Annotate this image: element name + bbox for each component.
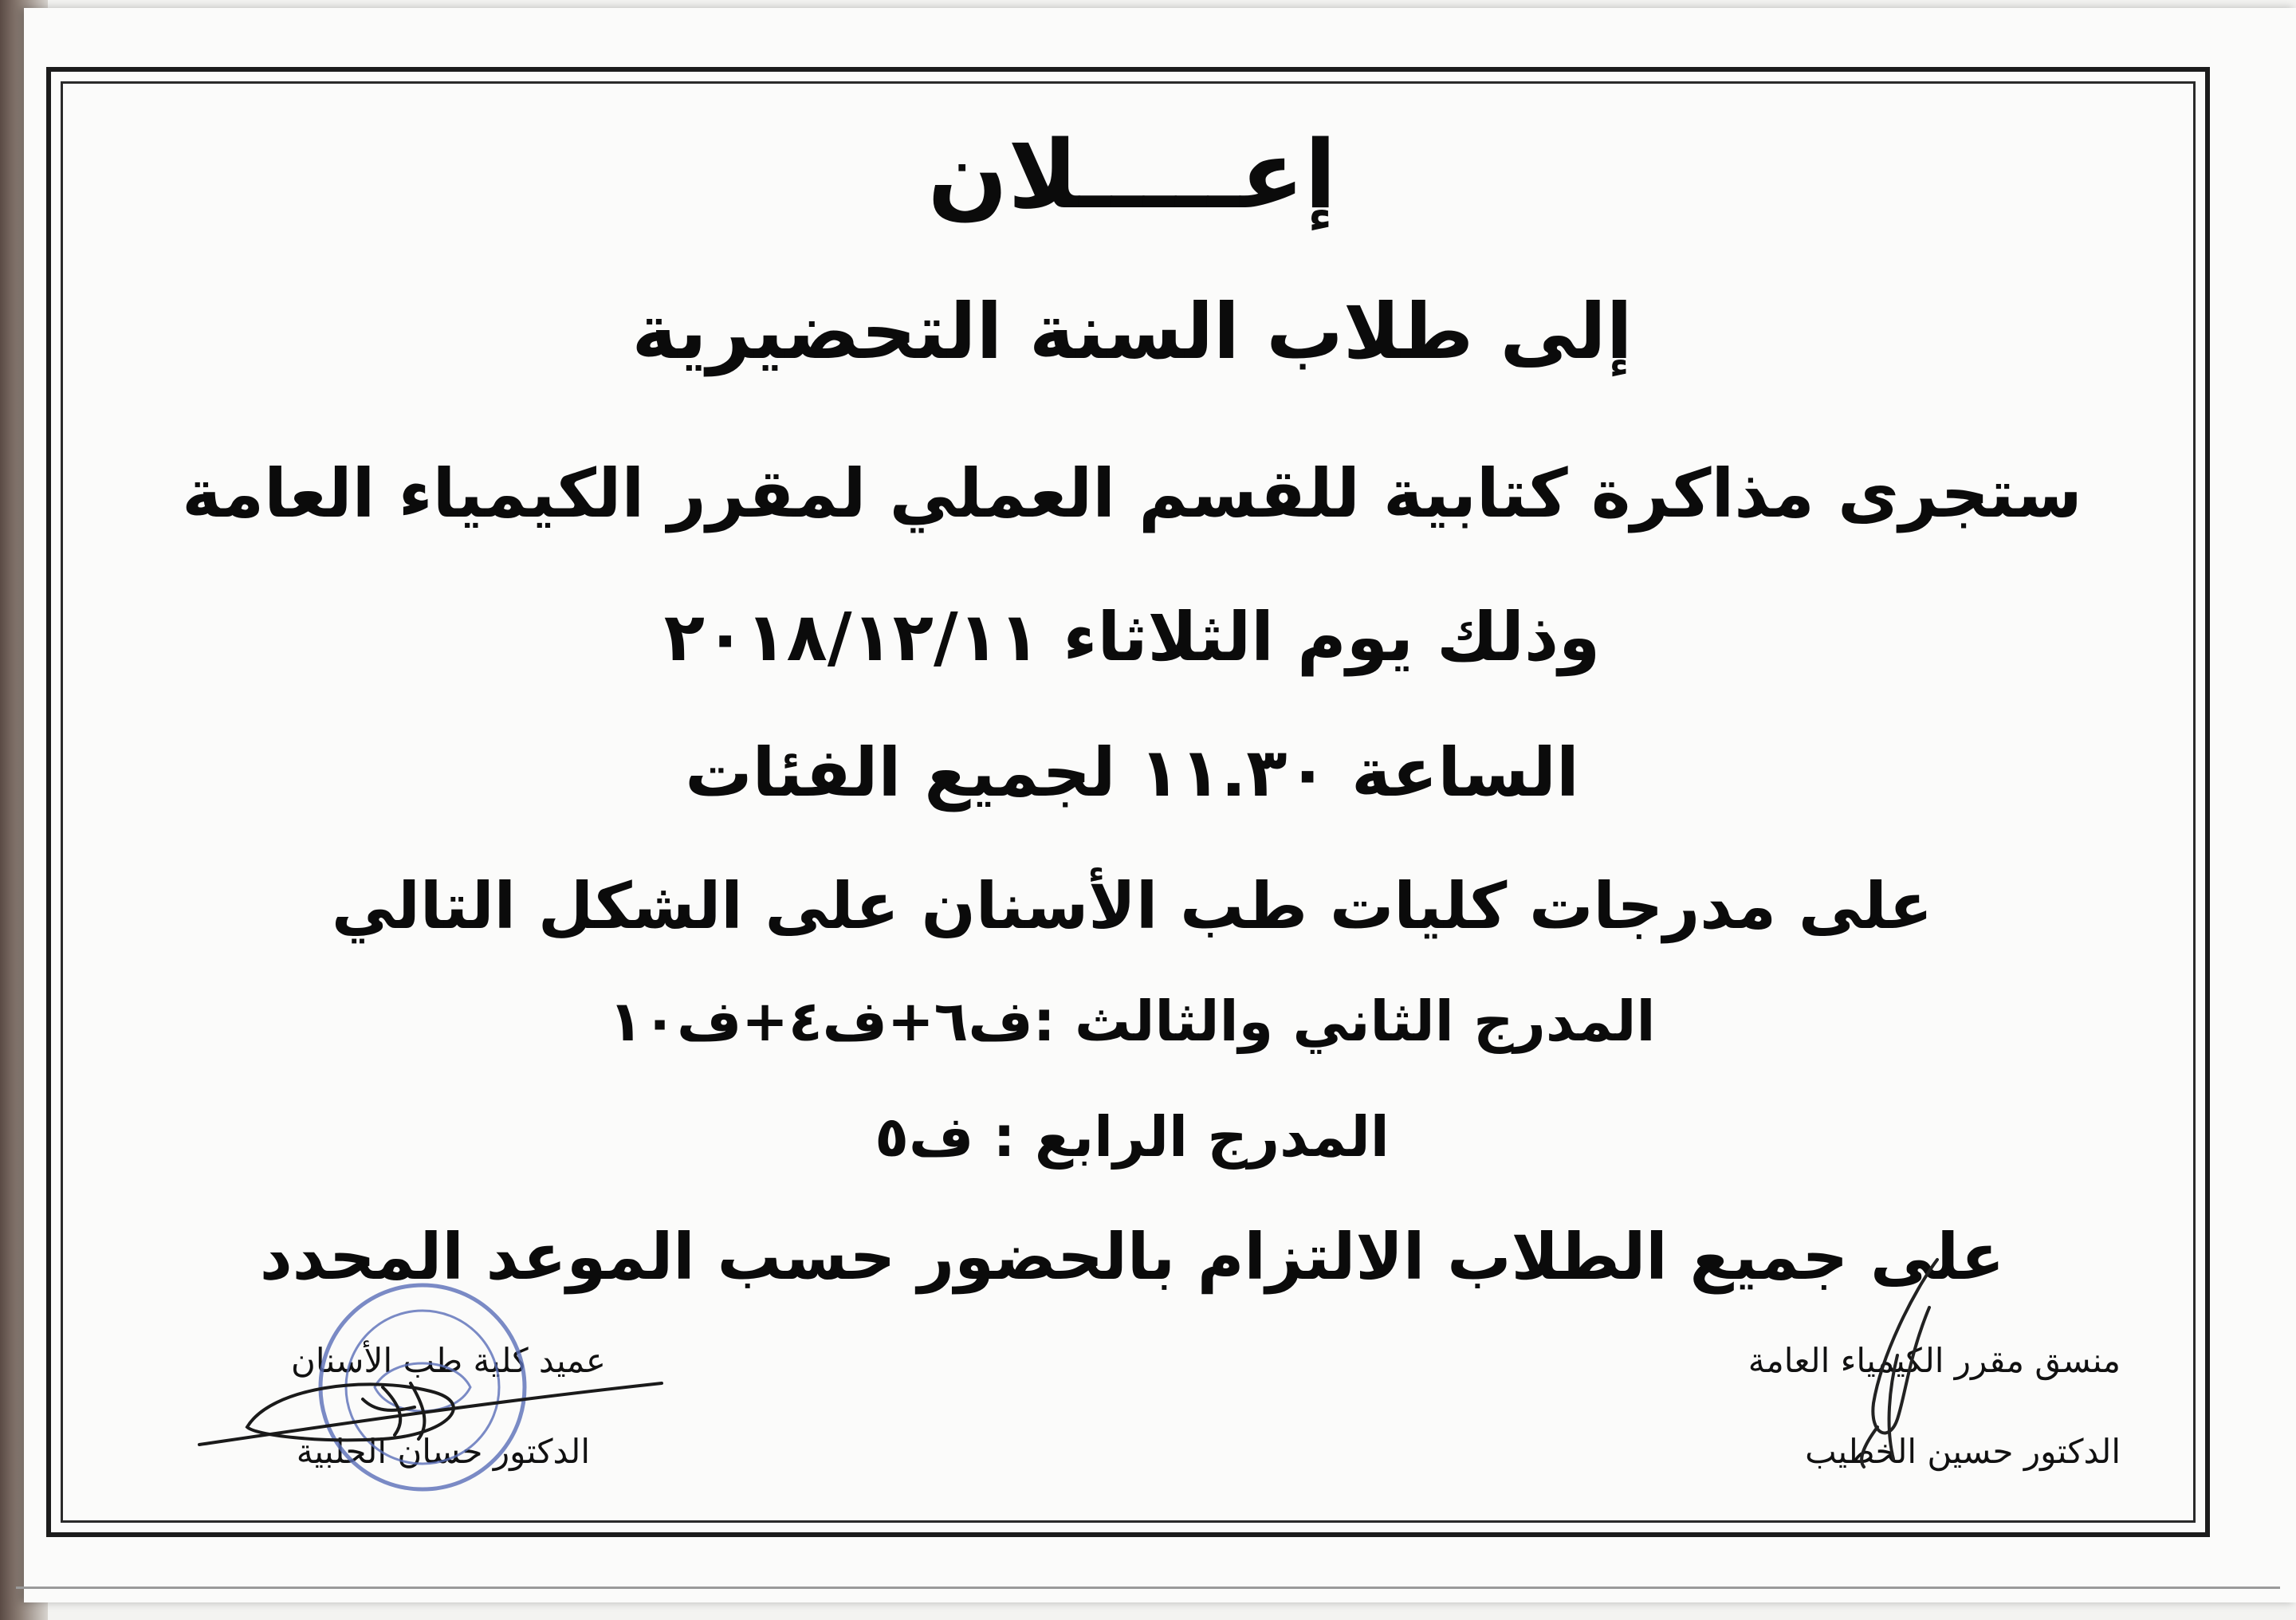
attendance-instruction: على جميع الطلاب الالتزام بالحضور حسب الموعد المحدد <box>259 1220 2005 1294</box>
hall-assignment-2-3: المدرج الثاني والثالث :ف٦+ف٤+ف١٠ <box>608 989 1656 1054</box>
announcement-title: إعـــــلان <box>927 120 1337 230</box>
hall-assignment-4: المدرج الرابع : ف٥ <box>875 1104 1390 1170</box>
audience-heading: إلى طلاب السنة التحضيرية <box>631 287 1633 376</box>
coordinator-role: منسق مقرر الكيمياء العامة <box>1748 1341 2121 1380</box>
dean-name: الدكتور حسان الحلبية <box>296 1432 590 1471</box>
coordinator-name: الدكتور حسين الخطيب <box>1805 1432 2121 1471</box>
exam-date: وذلك يوم الثلاثاء ٢٠١٨/١٢/١١ <box>663 598 1601 676</box>
exam-description: ستجرى مذاكرة كتابية للقسم العملي لمقرر الكيمياء العامة <box>182 454 2082 533</box>
paper-edge-line <box>16 1587 2280 1589</box>
exam-location: على مدرجات كليات طب الأسنان على الشكل التالي <box>331 869 1933 943</box>
exam-time: الساعة ١١.٣٠ لجميع الفئات <box>685 733 1579 812</box>
dean-role: عميد كلية طب الأسنان <box>290 1341 606 1380</box>
